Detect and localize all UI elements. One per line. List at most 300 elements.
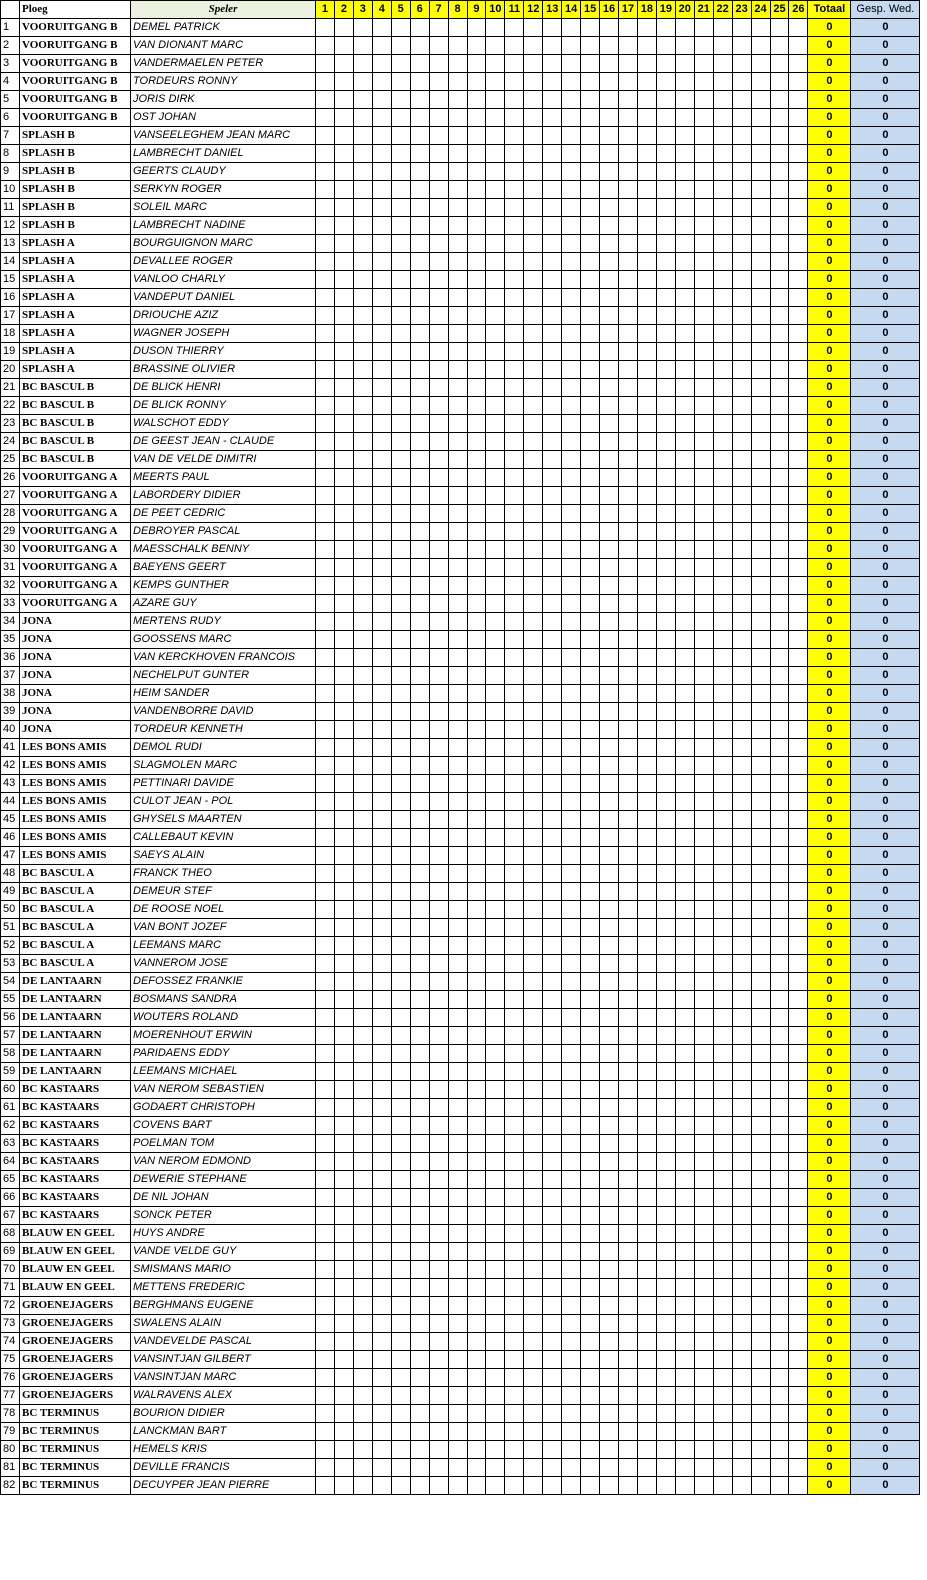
week-score-cell[interactable] — [316, 1459, 335, 1477]
week-score-cell[interactable] — [656, 1099, 675, 1117]
week-score-cell[interactable] — [713, 955, 732, 973]
week-score-cell[interactable] — [675, 1477, 694, 1495]
week-score-cell[interactable] — [789, 1225, 808, 1243]
week-score-cell[interactable] — [600, 1153, 619, 1171]
week-score-cell[interactable] — [619, 1063, 638, 1081]
week-score-cell[interactable] — [581, 1423, 600, 1441]
week-score-cell[interactable] — [694, 1153, 713, 1171]
week-score-cell[interactable] — [372, 1279, 391, 1297]
week-score-cell[interactable] — [619, 379, 638, 397]
week-score-cell[interactable] — [486, 811, 505, 829]
week-score-cell[interactable] — [751, 613, 770, 631]
week-score-cell[interactable] — [732, 1369, 751, 1387]
week-score-cell[interactable] — [505, 793, 524, 811]
week-score-cell[interactable] — [467, 433, 486, 451]
team-cell[interactable]: BLAUW EN GEEL — [20, 1279, 131, 1297]
week-score-cell[interactable] — [619, 577, 638, 595]
week-score-cell[interactable] — [675, 271, 694, 289]
total-cell[interactable]: 0 — [808, 307, 851, 325]
row-number-cell[interactable]: 64 — [1, 1153, 20, 1171]
week-score-cell[interactable] — [713, 1315, 732, 1333]
week-score-cell[interactable] — [732, 487, 751, 505]
player-cell[interactable]: NECHELPUT GUNTER — [131, 667, 316, 685]
week-score-cell[interactable] — [732, 1297, 751, 1315]
week-score-cell[interactable] — [675, 469, 694, 487]
week-score-cell[interactable] — [505, 955, 524, 973]
week-score-cell[interactable] — [372, 379, 391, 397]
week-score-cell[interactable] — [789, 1423, 808, 1441]
total-cell[interactable]: 0 — [808, 181, 851, 199]
header-week-10[interactable]: 10 — [486, 1, 505, 19]
week-score-cell[interactable] — [600, 1081, 619, 1099]
total-cell[interactable]: 0 — [808, 793, 851, 811]
week-score-cell[interactable] — [372, 1387, 391, 1405]
week-score-cell[interactable] — [429, 667, 448, 685]
week-score-cell[interactable] — [486, 1243, 505, 1261]
played-cell[interactable]: 0 — [851, 973, 920, 991]
row-number-cell[interactable]: 37 — [1, 667, 20, 685]
week-score-cell[interactable] — [751, 307, 770, 325]
week-score-cell[interactable] — [334, 1315, 353, 1333]
week-score-cell[interactable] — [789, 595, 808, 613]
week-score-cell[interactable] — [316, 1081, 335, 1099]
total-cell[interactable]: 0 — [808, 649, 851, 667]
week-score-cell[interactable] — [353, 37, 372, 55]
played-cell[interactable]: 0 — [851, 1225, 920, 1243]
week-score-cell[interactable] — [316, 1333, 335, 1351]
week-score-cell[interactable] — [619, 1333, 638, 1351]
week-score-cell[interactable] — [448, 955, 467, 973]
total-cell[interactable]: 0 — [808, 1441, 851, 1459]
row-number-cell[interactable]: 77 — [1, 1387, 20, 1405]
week-score-cell[interactable] — [410, 325, 429, 343]
week-score-cell[interactable] — [391, 1405, 410, 1423]
week-score-cell[interactable] — [448, 1027, 467, 1045]
week-score-cell[interactable] — [505, 919, 524, 937]
week-score-cell[interactable] — [372, 1243, 391, 1261]
week-score-cell[interactable] — [789, 1405, 808, 1423]
week-score-cell[interactable] — [316, 109, 335, 127]
week-score-cell[interactable] — [391, 1153, 410, 1171]
week-score-cell[interactable] — [694, 1243, 713, 1261]
week-score-cell[interactable] — [486, 847, 505, 865]
week-score-cell[interactable] — [656, 37, 675, 55]
week-score-cell[interactable] — [486, 235, 505, 253]
week-score-cell[interactable] — [316, 379, 335, 397]
week-score-cell[interactable] — [505, 1225, 524, 1243]
week-score-cell[interactable] — [789, 91, 808, 109]
week-score-cell[interactable] — [600, 1279, 619, 1297]
week-score-cell[interactable] — [467, 973, 486, 991]
week-score-cell[interactable] — [694, 1027, 713, 1045]
week-score-cell[interactable] — [789, 55, 808, 73]
player-cell[interactable]: WALSCHOT EDDY — [131, 415, 316, 433]
total-cell[interactable]: 0 — [808, 1207, 851, 1225]
week-score-cell[interactable] — [429, 1225, 448, 1243]
week-score-cell[interactable] — [789, 433, 808, 451]
week-score-cell[interactable] — [467, 451, 486, 469]
week-score-cell[interactable] — [410, 415, 429, 433]
team-cell[interactable]: BC BASCUL A — [20, 883, 131, 901]
week-score-cell[interactable] — [637, 505, 656, 523]
week-score-cell[interactable] — [619, 37, 638, 55]
week-score-cell[interactable] — [770, 865, 789, 883]
week-score-cell[interactable] — [353, 199, 372, 217]
week-score-cell[interactable] — [505, 451, 524, 469]
row-number-cell[interactable]: 50 — [1, 901, 20, 919]
week-score-cell[interactable] — [789, 937, 808, 955]
week-score-cell[interactable] — [600, 1387, 619, 1405]
week-score-cell[interactable] — [524, 217, 543, 235]
week-score-cell[interactable] — [448, 631, 467, 649]
week-score-cell[interactable] — [448, 1009, 467, 1027]
week-score-cell[interactable] — [334, 1009, 353, 1027]
week-score-cell[interactable] — [448, 487, 467, 505]
week-score-cell[interactable] — [656, 1315, 675, 1333]
week-score-cell[interactable] — [467, 523, 486, 541]
week-score-cell[interactable] — [391, 631, 410, 649]
week-score-cell[interactable] — [372, 991, 391, 1009]
week-score-cell[interactable] — [732, 1009, 751, 1027]
header-nr-cell[interactable] — [1, 1, 20, 19]
total-cell[interactable]: 0 — [808, 1423, 851, 1441]
week-score-cell[interactable] — [694, 253, 713, 271]
week-score-cell[interactable] — [372, 919, 391, 937]
week-score-cell[interactable] — [581, 973, 600, 991]
week-score-cell[interactable] — [429, 523, 448, 541]
week-score-cell[interactable] — [353, 1261, 372, 1279]
week-score-cell[interactable] — [751, 235, 770, 253]
week-score-cell[interactable] — [732, 919, 751, 937]
week-score-cell[interactable] — [543, 1117, 562, 1135]
week-score-cell[interactable] — [562, 433, 581, 451]
week-score-cell[interactable] — [656, 1387, 675, 1405]
week-score-cell[interactable] — [770, 1207, 789, 1225]
week-score-cell[interactable] — [353, 523, 372, 541]
week-score-cell[interactable] — [372, 1405, 391, 1423]
week-score-cell[interactable] — [410, 487, 429, 505]
week-score-cell[interactable] — [448, 415, 467, 433]
week-score-cell[interactable] — [789, 127, 808, 145]
week-score-cell[interactable] — [448, 649, 467, 667]
week-score-cell[interactable] — [581, 1099, 600, 1117]
week-score-cell[interactable] — [467, 775, 486, 793]
week-score-cell[interactable] — [619, 19, 638, 37]
week-score-cell[interactable] — [713, 865, 732, 883]
week-score-cell[interactable] — [429, 991, 448, 1009]
week-score-cell[interactable] — [751, 1009, 770, 1027]
week-score-cell[interactable] — [770, 415, 789, 433]
week-score-cell[interactable] — [770, 1045, 789, 1063]
played-cell[interactable]: 0 — [851, 19, 920, 37]
week-score-cell[interactable] — [751, 757, 770, 775]
week-score-cell[interactable] — [448, 721, 467, 739]
week-score-cell[interactable] — [770, 1369, 789, 1387]
week-score-cell[interactable] — [713, 937, 732, 955]
week-score-cell[interactable] — [467, 1477, 486, 1495]
week-score-cell[interactable] — [637, 1225, 656, 1243]
week-score-cell[interactable] — [619, 163, 638, 181]
total-cell[interactable]: 0 — [808, 865, 851, 883]
team-cell[interactable]: VOORUITGANG A — [20, 505, 131, 523]
week-score-cell[interactable] — [410, 613, 429, 631]
week-score-cell[interactable] — [486, 721, 505, 739]
week-score-cell[interactable] — [524, 595, 543, 613]
week-score-cell[interactable] — [600, 649, 619, 667]
player-cell[interactable]: VAN NEROM EDMOND — [131, 1153, 316, 1171]
played-cell[interactable]: 0 — [851, 1261, 920, 1279]
week-score-cell[interactable] — [600, 883, 619, 901]
week-score-cell[interactable] — [391, 163, 410, 181]
total-cell[interactable]: 0 — [808, 361, 851, 379]
week-score-cell[interactable] — [391, 595, 410, 613]
week-score-cell[interactable] — [656, 865, 675, 883]
week-score-cell[interactable] — [675, 1171, 694, 1189]
week-score-cell[interactable] — [372, 37, 391, 55]
row-number-cell[interactable]: 46 — [1, 829, 20, 847]
row-number-cell[interactable]: 26 — [1, 469, 20, 487]
week-score-cell[interactable] — [486, 181, 505, 199]
week-score-cell[interactable] — [600, 1261, 619, 1279]
week-score-cell[interactable] — [543, 37, 562, 55]
week-score-cell[interactable] — [789, 649, 808, 667]
week-score-cell[interactable] — [713, 1279, 732, 1297]
week-score-cell[interactable] — [505, 721, 524, 739]
team-cell[interactable]: JONA — [20, 631, 131, 649]
total-cell[interactable]: 0 — [808, 919, 851, 937]
week-score-cell[interactable] — [353, 1081, 372, 1099]
week-score-cell[interactable] — [600, 451, 619, 469]
player-cell[interactable]: HUYS ANDRE — [131, 1225, 316, 1243]
week-score-cell[interactable] — [732, 307, 751, 325]
week-score-cell[interactable] — [694, 1459, 713, 1477]
week-score-cell[interactable] — [524, 577, 543, 595]
week-score-cell[interactable] — [637, 1261, 656, 1279]
week-score-cell[interactable] — [543, 883, 562, 901]
week-score-cell[interactable] — [505, 1441, 524, 1459]
week-score-cell[interactable] — [751, 559, 770, 577]
week-score-cell[interactable] — [789, 829, 808, 847]
week-score-cell[interactable] — [353, 397, 372, 415]
week-score-cell[interactable] — [543, 1081, 562, 1099]
week-score-cell[interactable] — [448, 199, 467, 217]
week-score-cell[interactable] — [316, 307, 335, 325]
week-score-cell[interactable] — [600, 73, 619, 91]
player-cell[interactable]: TORDEUR KENNETH — [131, 721, 316, 739]
week-score-cell[interactable] — [316, 1477, 335, 1495]
week-score-cell[interactable] — [448, 433, 467, 451]
header-week-16[interactable]: 16 — [600, 1, 619, 19]
player-cell[interactable]: CALLEBAUT KEVIN — [131, 829, 316, 847]
week-score-cell[interactable] — [467, 487, 486, 505]
week-score-cell[interactable] — [600, 1027, 619, 1045]
week-score-cell[interactable] — [637, 1351, 656, 1369]
week-score-cell[interactable] — [732, 721, 751, 739]
week-score-cell[interactable] — [751, 1333, 770, 1351]
week-score-cell[interactable] — [637, 127, 656, 145]
week-score-cell[interactable] — [391, 415, 410, 433]
played-cell[interactable]: 0 — [851, 235, 920, 253]
week-score-cell[interactable] — [656, 469, 675, 487]
week-score-cell[interactable] — [619, 1351, 638, 1369]
played-cell[interactable]: 0 — [851, 1027, 920, 1045]
week-score-cell[interactable] — [410, 1261, 429, 1279]
week-score-cell[interactable] — [694, 271, 713, 289]
total-cell[interactable]: 0 — [808, 523, 851, 541]
week-score-cell[interactable] — [770, 181, 789, 199]
week-score-cell[interactable] — [751, 1189, 770, 1207]
week-score-cell[interactable] — [391, 1009, 410, 1027]
week-score-cell[interactable] — [391, 541, 410, 559]
week-score-cell[interactable] — [316, 163, 335, 181]
row-number-cell[interactable]: 44 — [1, 793, 20, 811]
week-score-cell[interactable] — [505, 631, 524, 649]
week-score-cell[interactable] — [486, 469, 505, 487]
week-score-cell[interactable] — [581, 1351, 600, 1369]
week-score-cell[interactable] — [316, 19, 335, 37]
week-score-cell[interactable] — [391, 1387, 410, 1405]
week-score-cell[interactable] — [391, 1117, 410, 1135]
week-score-cell[interactable] — [637, 1207, 656, 1225]
week-score-cell[interactable] — [581, 1189, 600, 1207]
week-score-cell[interactable] — [410, 91, 429, 109]
week-score-cell[interactable] — [562, 991, 581, 1009]
team-cell[interactable]: JONA — [20, 721, 131, 739]
week-score-cell[interactable] — [505, 1117, 524, 1135]
week-score-cell[interactable] — [486, 19, 505, 37]
week-score-cell[interactable] — [562, 289, 581, 307]
week-score-cell[interactable] — [524, 1423, 543, 1441]
total-cell[interactable]: 0 — [808, 937, 851, 955]
week-score-cell[interactable] — [789, 307, 808, 325]
week-score-cell[interactable] — [448, 577, 467, 595]
team-cell[interactable]: BC KASTAARS — [20, 1081, 131, 1099]
week-score-cell[interactable] — [429, 307, 448, 325]
week-score-cell[interactable] — [675, 541, 694, 559]
week-score-cell[interactable] — [467, 1153, 486, 1171]
week-score-cell[interactable] — [581, 793, 600, 811]
week-score-cell[interactable] — [637, 433, 656, 451]
week-score-cell[interactable] — [562, 37, 581, 55]
week-score-cell[interactable] — [505, 271, 524, 289]
week-score-cell[interactable] — [600, 361, 619, 379]
week-score-cell[interactable] — [448, 361, 467, 379]
week-score-cell[interactable] — [789, 469, 808, 487]
row-number-cell[interactable]: 35 — [1, 631, 20, 649]
week-score-cell[interactable] — [600, 775, 619, 793]
week-score-cell[interactable] — [429, 271, 448, 289]
week-score-cell[interactable] — [562, 325, 581, 343]
week-score-cell[interactable] — [732, 1315, 751, 1333]
week-score-cell[interactable] — [543, 91, 562, 109]
week-score-cell[interactable] — [505, 1153, 524, 1171]
week-score-cell[interactable] — [732, 397, 751, 415]
week-score-cell[interactable] — [391, 793, 410, 811]
week-score-cell[interactable] — [600, 415, 619, 433]
week-score-cell[interactable] — [524, 109, 543, 127]
week-score-cell[interactable] — [619, 1189, 638, 1207]
week-score-cell[interactable] — [410, 847, 429, 865]
week-score-cell[interactable] — [562, 1045, 581, 1063]
week-score-cell[interactable] — [448, 847, 467, 865]
week-score-cell[interactable] — [334, 1243, 353, 1261]
week-score-cell[interactable] — [675, 1063, 694, 1081]
week-score-cell[interactable] — [770, 433, 789, 451]
week-score-cell[interactable] — [675, 91, 694, 109]
week-score-cell[interactable] — [353, 415, 372, 433]
week-score-cell[interactable] — [391, 757, 410, 775]
week-score-cell[interactable] — [524, 1351, 543, 1369]
week-score-cell[interactable] — [581, 91, 600, 109]
week-score-cell[interactable] — [372, 1081, 391, 1099]
week-score-cell[interactable] — [751, 1441, 770, 1459]
week-score-cell[interactable] — [751, 181, 770, 199]
week-score-cell[interactable] — [353, 937, 372, 955]
week-score-cell[interactable] — [751, 415, 770, 433]
week-score-cell[interactable] — [694, 433, 713, 451]
week-score-cell[interactable] — [751, 199, 770, 217]
row-number-cell[interactable]: 1 — [1, 19, 20, 37]
week-score-cell[interactable] — [467, 145, 486, 163]
week-score-cell[interactable] — [334, 1153, 353, 1171]
week-score-cell[interactable] — [448, 883, 467, 901]
week-score-cell[interactable] — [448, 739, 467, 757]
week-score-cell[interactable] — [581, 397, 600, 415]
week-score-cell[interactable] — [637, 577, 656, 595]
row-number-cell[interactable]: 48 — [1, 865, 20, 883]
week-score-cell[interactable] — [486, 217, 505, 235]
week-score-cell[interactable] — [448, 469, 467, 487]
week-score-cell[interactable] — [713, 1081, 732, 1099]
week-score-cell[interactable] — [581, 901, 600, 919]
week-score-cell[interactable] — [770, 1333, 789, 1351]
week-score-cell[interactable] — [751, 595, 770, 613]
week-score-cell[interactable] — [410, 919, 429, 937]
week-score-cell[interactable] — [637, 1297, 656, 1315]
week-score-cell[interactable] — [770, 667, 789, 685]
team-cell[interactable]: BC TERMINUS — [20, 1477, 131, 1495]
week-score-cell[interactable] — [789, 181, 808, 199]
row-number-cell[interactable]: 12 — [1, 217, 20, 235]
total-cell[interactable]: 0 — [808, 973, 851, 991]
week-score-cell[interactable] — [619, 505, 638, 523]
week-score-cell[interactable] — [732, 901, 751, 919]
week-score-cell[interactable] — [581, 127, 600, 145]
week-score-cell[interactable] — [713, 667, 732, 685]
week-score-cell[interactable] — [372, 667, 391, 685]
week-score-cell[interactable] — [694, 955, 713, 973]
player-cell[interactable]: LAMBRECHT DANIEL — [131, 145, 316, 163]
week-score-cell[interactable] — [751, 451, 770, 469]
week-score-cell[interactable] — [694, 523, 713, 541]
week-score-cell[interactable] — [694, 289, 713, 307]
week-score-cell[interactable] — [505, 685, 524, 703]
week-score-cell[interactable] — [732, 289, 751, 307]
week-score-cell[interactable] — [656, 847, 675, 865]
week-score-cell[interactable] — [334, 343, 353, 361]
row-number-cell[interactable]: 62 — [1, 1117, 20, 1135]
week-score-cell[interactable] — [713, 1045, 732, 1063]
week-score-cell[interactable] — [334, 433, 353, 451]
week-score-cell[interactable] — [656, 631, 675, 649]
week-score-cell[interactable] — [505, 1477, 524, 1495]
week-score-cell[interactable] — [675, 847, 694, 865]
week-score-cell[interactable] — [448, 613, 467, 631]
team-cell[interactable]: LES BONS AMIS — [20, 829, 131, 847]
week-score-cell[interactable] — [410, 451, 429, 469]
week-score-cell[interactable] — [581, 73, 600, 91]
week-score-cell[interactable] — [334, 613, 353, 631]
